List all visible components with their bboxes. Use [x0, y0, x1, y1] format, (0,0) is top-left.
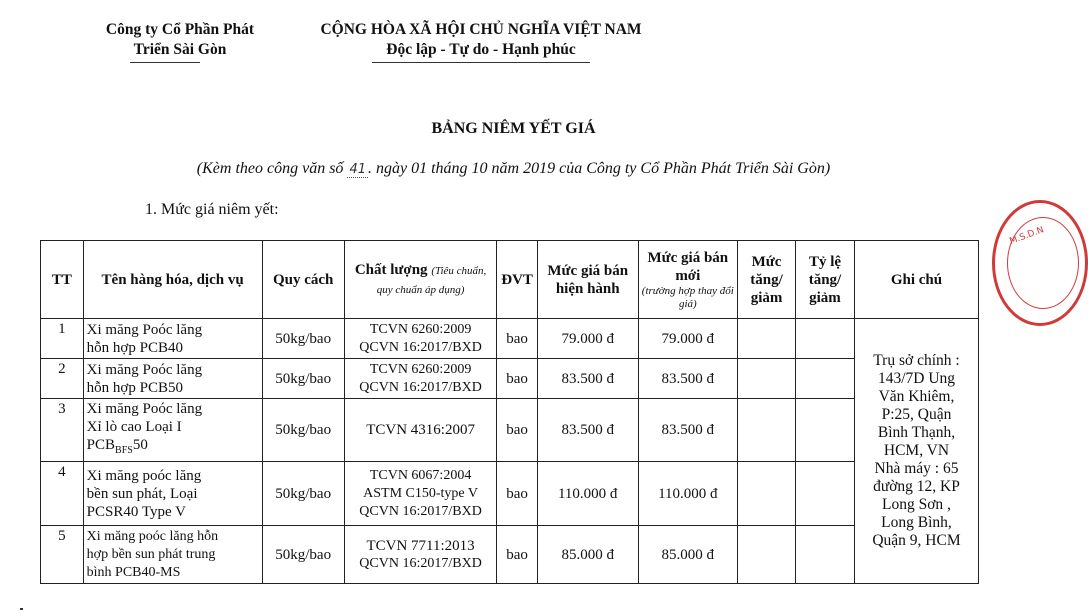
notes-line: Long Sơn , — [882, 496, 951, 513]
subtitle-after: . ngày 01 tháng 10 năm 2019 của Công ty Cổ Phần Phát Triển Sài Gòn) — [367, 160, 831, 177]
name-line: PCSR40 Type V — [86, 503, 186, 520]
notes-line: 143/7D Ung — [877, 370, 956, 387]
header-notes: Ghi chú — [854, 241, 978, 319]
notes-line: Văn Khiêm, — [878, 388, 955, 405]
national-header — [300, 20, 662, 60]
name-line: bình PCB40-MS — [86, 564, 181, 580]
cell-new-price: 79.000 đ — [638, 319, 738, 359]
section-heading: 1. Mức giá niêm yết: — [145, 201, 279, 218]
cell-unit: bao — [497, 319, 538, 359]
table-row — [41, 319, 979, 359]
cell-quality — [344, 462, 496, 526]
name-end: 50 — [132, 437, 148, 453]
cell-tt: 4 — [41, 462, 84, 526]
name-line: hỗn hợp PCB50 — [86, 379, 183, 396]
notes-line: đường 12, KP — [873, 478, 960, 495]
republic-name: CỘNG HÒA XÃ HỘI CHỦ NGHĨA VIỆT NAM — [320, 21, 642, 38]
cell-quality — [344, 399, 496, 462]
quality-line: TCVN 7711:2013 — [366, 537, 475, 554]
header-change: Mức tăng/ giảm — [738, 241, 796, 319]
quality-line: QCVN 16:2017/BXD — [359, 379, 482, 395]
cell-new-price: 83.500 đ — [638, 399, 738, 462]
name-line — [87, 436, 259, 460]
company-name — [82, 20, 278, 60]
company-stamp — [992, 200, 1088, 326]
header-tt: TT — [41, 241, 84, 319]
header-name: Tên hàng hóa, dịch vụ — [83, 241, 262, 319]
quality-line: QCVN 16:2017/BXD — [359, 339, 482, 355]
notes-line: Bình Thạnh, — [877, 424, 956, 441]
cell-tt: 5 — [41, 526, 84, 584]
cell-new-price: 83.500 đ — [638, 359, 738, 399]
header-new-price-label: Mức giá bán mới — [647, 249, 729, 284]
table-header-row — [41, 241, 979, 319]
cell-spec: 50kg/bao — [262, 319, 344, 359]
cell-ratio — [796, 319, 855, 359]
cell-name — [83, 462, 262, 526]
notes-line: HCM, VN — [883, 442, 950, 459]
notes-line: Quận 9, HCM — [872, 532, 961, 549]
cell-current-price: 83.500 đ — [537, 399, 638, 462]
cell-notes — [854, 319, 978, 584]
stamp-text: M.S.D.N — [1008, 225, 1046, 247]
quality-line: TCVN 4316:2007 — [366, 422, 475, 438]
table-row — [41, 399, 979, 462]
cell-ratio — [796, 399, 855, 462]
cell-name — [83, 359, 262, 399]
cell-spec: 50kg/bao — [262, 462, 344, 526]
motto-underline — [372, 62, 590, 63]
table-row — [41, 359, 979, 399]
name-subscript: BFS — [115, 445, 133, 456]
cell-change — [738, 359, 796, 399]
cell-change — [738, 526, 796, 584]
header-new-price-note: (trường hợp thay đổi giá) — [641, 284, 734, 310]
header-new-price — [638, 241, 738, 319]
cell-name — [83, 399, 262, 462]
cell-tt: 1 — [41, 319, 84, 359]
name-line: Xi măng poóc lăng hỗn — [86, 528, 219, 544]
quality-line: QCVN 16:2017/BXD — [359, 555, 482, 571]
header-quality — [344, 241, 496, 319]
national-motto: Độc lập - Tự do - Hạnh phúc — [386, 41, 576, 58]
cell-name — [83, 526, 262, 584]
quality-line: QCVN 16:2017/BXD — [359, 503, 482, 519]
company-name-line1: Công ty Cổ Phần Phát — [105, 21, 255, 38]
cell-quality — [344, 319, 496, 359]
cell-spec: 50kg/bao — [262, 526, 344, 584]
price-table — [40, 240, 979, 584]
cell-new-price: 110.000 đ — [638, 462, 738, 526]
cell-spec: 50kg/bao — [262, 359, 344, 399]
header-spec: Quy cách — [262, 241, 344, 319]
cell-quality — [344, 526, 496, 584]
cell-unit: bao — [497, 399, 538, 462]
cell-unit: bao — [497, 526, 538, 584]
subtitle-before: (Kèm theo công văn số — [196, 160, 348, 177]
name-line: Xi măng Poóc lăng — [86, 401, 203, 417]
quality-line: TCVN 6260:2009 — [369, 321, 472, 337]
company-name-line2: Triển Sài Gòn — [133, 41, 227, 58]
notes-line: Trụ sở chính : — [873, 352, 960, 369]
cell-unit: bao — [497, 462, 538, 526]
scan-speck — [20, 608, 23, 610]
handwritten-number: 41 — [349, 162, 366, 177]
notes-line: Nhà máy : 65 — [874, 460, 959, 477]
cell-ratio — [796, 462, 855, 526]
name-line: bền sun phát, Loại — [86, 485, 198, 502]
cell-unit: bao — [497, 359, 538, 399]
header-ratio: Tỷ lệ tăng/ giảm — [796, 241, 855, 319]
name-line: Xỉ lò cao Loại I — [86, 419, 182, 435]
document-title: BẢNG NIÊM YẾT GIÁ — [431, 120, 596, 137]
cell-current-price: 83.500 đ — [537, 359, 638, 399]
name-main: PCB — [86, 437, 116, 453]
table-row — [41, 462, 979, 526]
name-line: Xi măng Poóc lăng — [86, 361, 203, 378]
cell-change — [738, 399, 796, 462]
cell-change — [738, 319, 796, 359]
cell-tt: 3 — [41, 399, 84, 462]
name-line: hợp bền sun phát trung — [86, 546, 216, 562]
cell-quality — [344, 359, 496, 399]
cell-spec: 50kg/bao — [262, 399, 344, 462]
quality-line: TCVN 6067:2004 — [369, 467, 472, 483]
cell-new-price: 85.000 đ — [638, 526, 738, 584]
quality-line: TCVN 6260:2009 — [369, 361, 472, 377]
document-subtitle — [0, 160, 1027, 178]
cell-name — [83, 319, 262, 359]
name-line: Xi măng poóc lăng — [86, 467, 202, 484]
notes-line: P:25, Quận — [881, 406, 952, 423]
header-current-price: Mức giá bán hiện hành — [537, 241, 638, 319]
table-row — [41, 526, 979, 584]
quality-line: ASTM C150-type V — [363, 485, 478, 501]
header-quality-note: (Tiêu chuẩn, quy chuẩn áp dụng) — [376, 264, 487, 296]
cell-tt: 2 — [41, 359, 84, 399]
cell-current-price: 85.000 đ — [537, 526, 638, 584]
company-underline — [130, 62, 200, 63]
notes-line: Long Bình, — [881, 514, 952, 531]
cell-change — [738, 462, 796, 526]
cell-current-price: 79.000 đ — [537, 319, 638, 359]
cell-current-price: 110.000 đ — [537, 462, 638, 526]
header-quality-label: Chất lượng — [354, 261, 428, 278]
header-unit: ĐVT — [497, 241, 538, 319]
cell-ratio — [796, 526, 855, 584]
cell-ratio — [796, 359, 855, 399]
name-line: hỗn hợp PCB40 — [86, 339, 183, 356]
name-line: Xi măng Poóc lăng — [86, 321, 203, 338]
